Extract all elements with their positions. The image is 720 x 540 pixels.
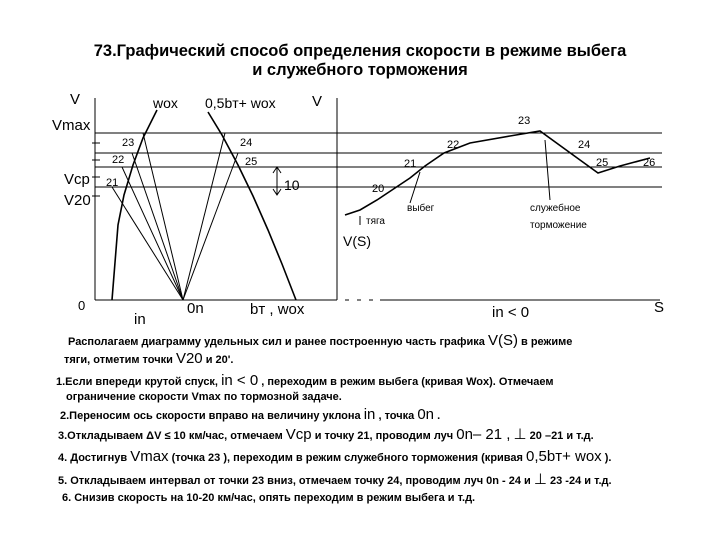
item5-perp: ⊥: [533, 471, 547, 488]
right-v-axis-label: V: [312, 93, 323, 110]
text-p2: [64, 352, 233, 367]
item2-in: in: [363, 406, 376, 423]
left-pt22: 22: [112, 154, 125, 166]
braking-curve-label: 0,5bт+ wox: [205, 95, 276, 111]
text-item2: [60, 408, 440, 423]
text-p2-v20: V20: [175, 350, 203, 367]
text-item4: [58, 450, 611, 465]
text-item5: [58, 473, 612, 488]
item4-a: 4. Достигнув: [58, 452, 128, 464]
left-pt25: 25: [245, 156, 258, 168]
item1-in: in < 0: [221, 372, 259, 389]
item4-b: (точка 23 ), переходим в режим служебного торможения (кривая: [171, 452, 523, 464]
v20-label: V20: [64, 192, 91, 209]
right-pt26: 26: [643, 157, 656, 169]
braking-label-2: торможение: [530, 220, 587, 231]
vs-curve-label: V(S): [343, 233, 371, 249]
text-p1: [68, 334, 572, 349]
right-pt22: 22: [447, 139, 460, 151]
braking-label-1: служебное: [530, 203, 581, 214]
item3-b: и точку 21, проводим луч: [314, 430, 454, 442]
text-p1-vs: V(S): [487, 332, 518, 349]
item1-a: 1.Если впереди крутой спуск,: [56, 376, 218, 388]
text-item3: [58, 428, 594, 443]
wox-label: wox: [153, 95, 178, 111]
origin-label: 0: [78, 298, 86, 313]
traction-label: тяга: [366, 216, 385, 227]
title-line-1: 73.Графический способ определения скорости в режиме выбега: [93, 42, 627, 60]
item3-dv: ΔV ≤ 10 км/час, отмечаем: [146, 430, 283, 442]
right-pt23: 23: [518, 115, 531, 127]
left-pt23: 23: [122, 137, 135, 149]
right-pt24: 24: [578, 139, 591, 151]
in-label: in: [134, 311, 146, 328]
vs-curve: [345, 131, 650, 215]
item3-c: 20 –21 и т.д.: [529, 430, 594, 442]
0n-label: 0n: [187, 300, 204, 317]
text-item6: 6. Снизив скорость на 10-20 км/час, опять переходим в режим выбега и т.д.: [62, 492, 476, 504]
item5-main: 5. Откладываем интервал от точки 23 вниз, отмечаем точку 24, проводим луч 0n - 24 и: [58, 475, 531, 487]
left-pt21: 21: [106, 177, 119, 189]
item2-b: , точка: [378, 410, 415, 422]
right-pt20: 20: [372, 183, 385, 195]
item3-a: 3.Откладываем: [58, 430, 144, 442]
in-negative-label: in < 0: [492, 304, 530, 321]
delta-v-label: 10: [284, 177, 300, 193]
item3-vcp: Vср: [285, 426, 312, 443]
item2-a: 2.Переносим ось скорости вправо на величину уклона: [60, 410, 361, 422]
vcp-label: Vср: [64, 171, 90, 188]
text-item1c: ограничение скорости Vmax по тормозной задаче.: [66, 391, 342, 403]
left-pt24: 24: [240, 137, 253, 149]
item5-b: 23 -24 и т.д.: [550, 475, 612, 487]
item4-c: ).: [604, 452, 612, 464]
item1-b: , переходим в режим выбега (кривая Wox). Отмечаем: [261, 376, 554, 388]
text-p1-end: в режиме: [521, 336, 573, 348]
left-v-axis-label: V: [70, 91, 81, 108]
item2-c: .: [437, 410, 441, 422]
item3-ray: 0n– 21 ,: [456, 426, 511, 443]
item2-0n: 0n: [417, 406, 435, 423]
title-line-2: и служебного торможения: [252, 61, 468, 79]
rays: [112, 133, 238, 300]
text-p1-main: Располагаем диаграмму удельных сил и ранее построенную часть графика: [68, 336, 485, 348]
right-pt21: 21: [404, 158, 417, 170]
text-p2-end: и 20'.: [205, 354, 234, 366]
item4-curve: 0,5bт+ wox: [526, 448, 602, 465]
s-axis-label: S: [654, 299, 665, 316]
text-p2-start: тяги, отметим точки: [64, 354, 173, 366]
item3-perp: ⊥: [513, 426, 527, 443]
coast-label: выбег: [407, 203, 435, 214]
vmax-label: Vmax: [52, 117, 91, 134]
right-pt25: 25: [596, 157, 609, 169]
text-item1: [56, 374, 553, 389]
item4-vmax: Vmax: [130, 448, 169, 465]
bt-wox-axis-label: bт , wox: [250, 301, 305, 318]
